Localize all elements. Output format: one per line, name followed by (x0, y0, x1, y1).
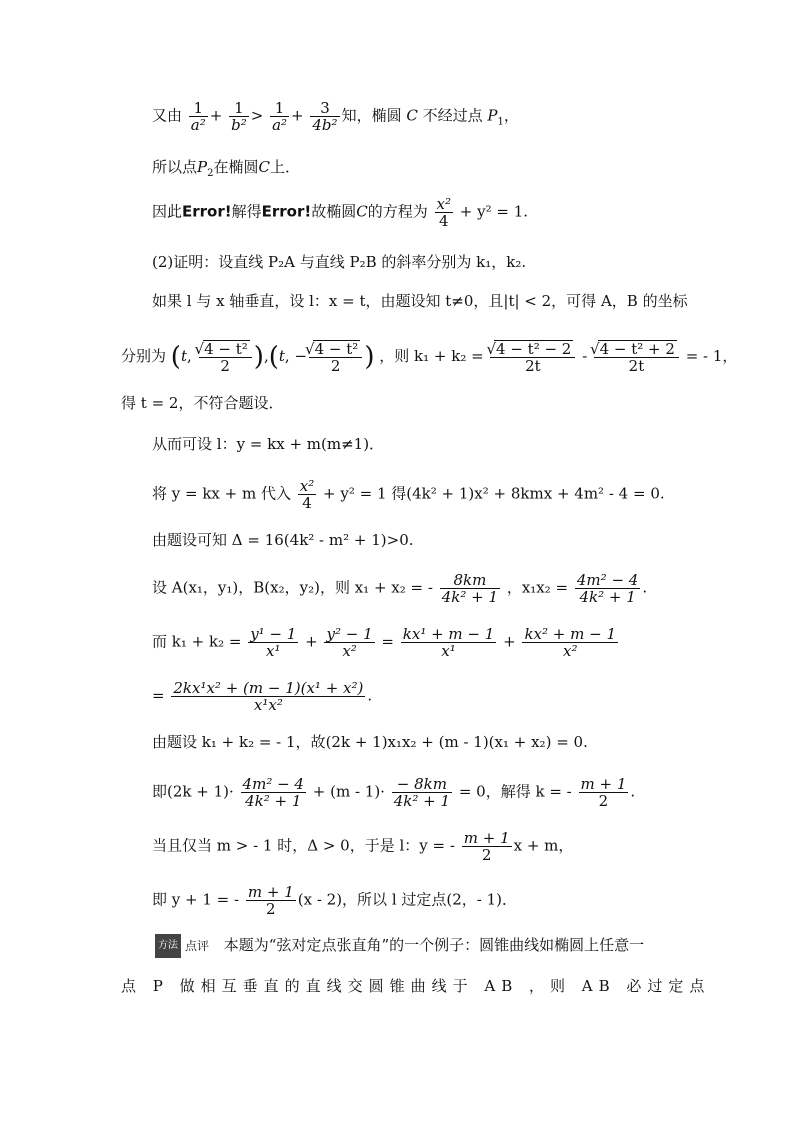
fraction: $\frac{1}{\text{a²}}$ (190, 99, 206, 134)
text: + (m - 1)· (312, 782, 385, 801)
var: P (197, 158, 208, 176)
text: 得 t = 2，不符合题设． (121, 394, 284, 412)
fraction: √ $\frac{\text{4 − t² + 2}}{2t}$ (594, 340, 679, 374)
text: 又由 (152, 106, 183, 125)
text: 在椭圆 (213, 158, 259, 176)
error-text: Error! (261, 202, 312, 221)
fraction: $\frac{\text{y² − 1}}{\text{x²}}$ (326, 625, 373, 660)
line-11 (152, 572, 647, 605)
text: (2)证明：设直线 P₂A 与直线 P₂B 的斜率分别为 k₁，k₂. (152, 253, 527, 271)
fraction: $\frac{\text{x²}}{4}$ (299, 477, 315, 512)
text: 所以点 (152, 158, 198, 176)
fraction: $\frac{- 8km}{\text{4k² + 1}}$ (393, 775, 451, 810)
text: 上． (269, 158, 300, 176)
line-4 (152, 252, 526, 272)
error-text: Error! (182, 202, 232, 221)
text: 设 A(x₁，y₁)，B(x₂，y₂)，则 x₁ + x₂ = - (152, 578, 433, 597)
line-3 (152, 196, 528, 229)
text: 知，椭圆 (341, 106, 402, 125)
text: 由题设 k₁ + k₂ = - 1，故(2k + 1)x₁x₂ + (m - 1)(x₁ + x₂) = 0. (152, 733, 588, 751)
text: 的方程为 (367, 202, 428, 221)
text: + (503, 632, 516, 651)
fraction: $\frac{1}{\text{a²}}$ (272, 99, 288, 134)
text: 将 y = kx + m 代入 (152, 484, 291, 503)
line-9 (152, 478, 665, 511)
fraction: $\frac{3}{\text{4b²}}$ (312, 99, 338, 134)
text: (x - 2)，所以 l 过定点(2，- 1)． (297, 890, 518, 909)
text: . (367, 686, 373, 705)
fraction: $\frac{\text{4m² − 4}}{\text{4k² + 1}}$ (576, 571, 639, 606)
line-8 (152, 434, 384, 454)
text: ， (503, 106, 519, 125)
text: + y² = 1 得(4k² + 1)x² + 8kmx + 4m² - 4 = 0. (323, 484, 665, 503)
text: + y² = 1. (459, 202, 529, 221)
comment-label: 点评 (185, 939, 210, 953)
text: - (582, 347, 588, 365)
text: . (630, 782, 636, 801)
fraction: √ $\frac{\text{4 − t²}}{2}$ (309, 340, 362, 374)
var: P (487, 106, 498, 125)
fraction: $\frac{m + 1}{2}$ (463, 829, 510, 864)
text: 当且仅当 m > - 1 时，Δ > 0，于是 l：y = - (152, 836, 455, 855)
text: 故椭圆 (311, 202, 357, 221)
text: x + m， (513, 836, 574, 855)
text: 解得 (231, 202, 262, 221)
text: = 0，解得 k = - (458, 782, 572, 801)
line-10 (152, 530, 414, 550)
fraction: $\frac{\text{2kx¹x² + (m − 1)(x¹ + x²)}}{\text{x¹x²}}$ (173, 679, 364, 714)
fraction: $\frac{\text{4m² − 4}}{\text{4k² + 1}}$ (242, 775, 304, 810)
text: 即(2k + 1)· (152, 782, 234, 801)
text: 如果 l 与 x 轴垂直，设 l：x = t，由题设知 t≠0，且|t| < 2，可得 A，B 的坐标 (152, 292, 688, 310)
fraction: $\frac{1}{\text{b²}}$ (231, 99, 247, 134)
line-18 (155, 934, 644, 958)
line-16 (152, 830, 573, 863)
text: ，x₁x₂ = (506, 578, 569, 597)
text: 从而可设 l：y = kx + m(m≠1)． (152, 435, 385, 453)
fraction: $\frac{m + 1}{2}$ (247, 883, 294, 918)
text: 点 P 做相互垂直的直线交圆锥曲线于 AB ，则 AB 必过定点 (121, 977, 711, 995)
fraction: $\frac{m + 1}{2}$ (580, 775, 627, 810)
fraction: $\frac{8km}{\text{4k² + 1}}$ (441, 571, 499, 606)
text: 不经过点 (422, 106, 483, 125)
line-1: 又由 $\frac{1}{\text{a²}}$ + $\frac{1}{\text{b²}}$ > $\frac{1}{\text{a²}}$ + $\frac{3}{\text{4b²}}$ 知，椭圆 C 不经过点 $P_1$， (152, 99, 519, 134)
line-6: 分别为 (t, √ $\frac{\text{4 − t²}}{2}$ ),(t, − √ $\frac{\text{4 − t²}}{2}$ ) ，则 k₁ + k₂ = √ $\frac{\text{4 − t² − 2}}{2t}$ - √ $\frac{\text{4 − t² + 2}}{2t}$ = - 1， (121, 340, 737, 374)
fraction: $\frac{\text{kx² + m − 1}}{\text{x²}}$ (524, 625, 616, 660)
line-17 (152, 884, 517, 917)
var: C (258, 158, 270, 176)
text: ，则 k₁ + k₂ = (379, 347, 484, 365)
text: 即 y + 1 = - (152, 890, 240, 909)
fraction: $\frac{\text{kx¹ + m − 1}}{\text{x¹}}$ (402, 625, 495, 660)
fraction: $\frac{\text{x²}}{4}$ (436, 195, 451, 230)
line-7 (121, 393, 283, 413)
fraction: √ $\frac{\text{4 − t²}}{2}$ (199, 340, 252, 374)
var: C (406, 106, 418, 125)
line-19 (121, 976, 710, 996)
method-tag: 方法 (155, 934, 181, 958)
text: . (642, 578, 648, 597)
text: + (305, 632, 318, 651)
line-12 (152, 626, 620, 659)
text: 由题设可知 Δ = 16(4k² - m² + 1)>0. (152, 531, 414, 549)
text: = (152, 686, 165, 705)
fraction: √ $\frac{\text{4 − t² − 2}}{2t}$ (490, 340, 575, 374)
line-13 (152, 680, 372, 713)
text: = - 1， (685, 347, 738, 365)
var: C (356, 202, 368, 221)
text: 因此 (152, 202, 183, 221)
fraction: $\frac{\text{y¹ − 1}}{\text{x¹}}$ (250, 625, 297, 660)
line-5 (152, 291, 688, 311)
text: 分别为 (121, 347, 167, 365)
text: 而 k₁ + k₂ = (152, 632, 242, 651)
line-2: 所以点$P_2$在椭圆C上． (152, 158, 300, 179)
line-15 (152, 776, 635, 809)
text: 本题为“弦对定点张直角”的一个例子：圆锥曲线如椭圆上任意一 (223, 936, 645, 954)
line-14 (152, 732, 588, 752)
text: = (381, 632, 394, 651)
